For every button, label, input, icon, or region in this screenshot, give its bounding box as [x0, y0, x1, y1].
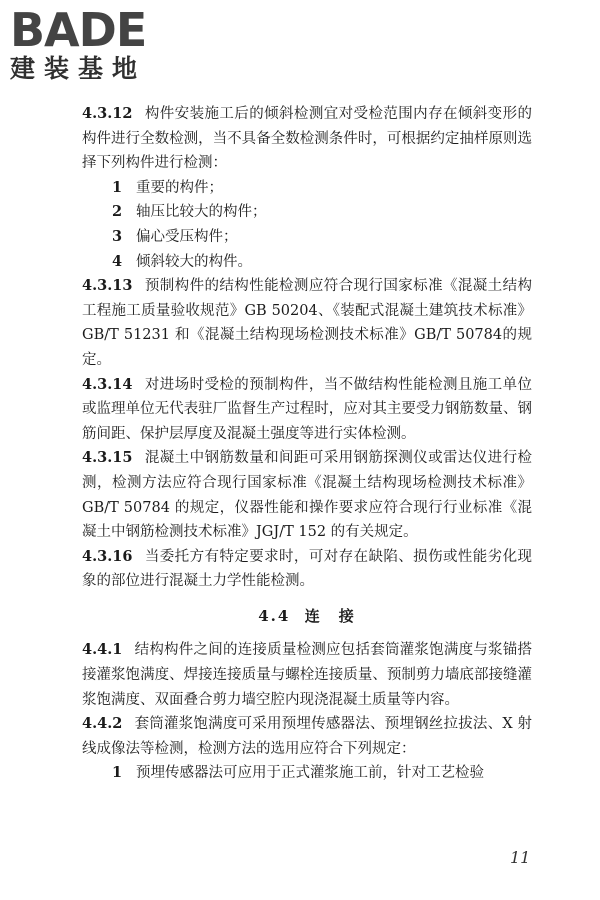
clause-text: 结构构件之间的连接质量检测应包括套筒灌浆饱满度与浆锚搭接灌浆饱满度、焊接连接质量与螺栓连接质量、预制剪力墙底部接缝灌浆饱满度、双面叠合剪力墙空腔内现浇混凝土质量等内容。 — [82, 642, 532, 708]
list-item — [82, 250, 532, 275]
clause-number: 4.4.2 — [82, 715, 123, 733]
item-number: 1 — [112, 178, 123, 196]
list-item — [82, 176, 532, 201]
item-number: 3 — [112, 227, 123, 245]
logo-wordmark: BADE — [10, 3, 147, 57]
clause-4-3-16 — [82, 545, 532, 594]
clause-number: 4.3.13 — [82, 277, 133, 295]
clause-text: 对进场时受检的预制构件，当不做结构性能检测且施工单位或监理单位无代表驻厂监督生产过程时，应对其主要受力钢筋数量、钢筋间距、保护层厚度及混凝土强度等进行实体检测。 — [82, 376, 532, 442]
clause-text: 套筒灌浆饱满度可采用预埋传感器法、预埋钢丝拉拔法、X 射线成像法等检测，检测方法的选用应符合下列规定： — [82, 716, 532, 757]
document-body — [82, 102, 532, 786]
section-heading — [82, 604, 532, 629]
clause-number: 4.4.1 — [82, 641, 123, 659]
clause-number: 4.3.16 — [82, 547, 133, 565]
clause-number: 4.3.14 — [82, 375, 133, 393]
item-text: 偏心受压构件； — [136, 228, 238, 245]
clause-4-4-1 — [82, 638, 532, 712]
clause-text: 构件安装施工后的倾斜检测宜对受检范围内存在倾斜变形的构件进行全数检测，当不具备全数检测条件时，可根据约定抽样原则选择下列构件进行检测： — [82, 106, 532, 172]
section-title: 连 接 — [304, 606, 356, 625]
list-item — [82, 225, 532, 250]
item-text: 预埋传感器法可应用于正式灌浆施工前，针对工艺检验 — [136, 765, 484, 782]
clause-4-3-13 — [82, 274, 532, 372]
clause-text: 预制构件的结构性能检测应符合现行国家标准《混凝土结构工程施工质量验收规范》GB 50204、《装配式混凝土建筑技术标准》GB/T 51231 和《混凝土结构现场检测技术标准》GB/T 50784的规定。 — [82, 278, 532, 368]
item-text: 重要的构件； — [136, 179, 223, 196]
list-item — [82, 761, 532, 786]
section-number: 4.4 — [258, 606, 291, 625]
item-text: 轴压比较大的构件； — [136, 204, 267, 221]
item-text: 倾斜较大的构件。 — [136, 253, 252, 270]
clause-4-3-15 — [82, 446, 532, 544]
clause-4-4-2 — [82, 712, 532, 761]
page-number: 11 — [510, 848, 531, 867]
item-number: 1 — [112, 764, 123, 782]
clause-text: 混凝土中钢筋数量和间距可采用钢筋探测仪或雷达仪进行检测，检测方法应符合现行国家标准《混凝土结构现场检测技术标准》GB/T 50784 的规定，仪器性能和操作要求应符合现行行业标准《混凝土中钢筋检测技术标准》JGJ/T 152 的有关规定。 — [82, 450, 532, 541]
clause-4-3-14 — [82, 373, 532, 447]
logo-subtitle: 建装基地 — [10, 54, 147, 83]
list-item — [82, 200, 532, 225]
bade-logo — [10, 4, 146, 84]
clause-4-3-12 — [82, 102, 532, 176]
clause-text: 当委托方有特定要求时，可对存在缺陷、损伤或性能劣化现象的部位进行混凝土力学性能检测。 — [82, 548, 532, 590]
item-number: 4 — [112, 252, 123, 270]
item-number: 2 — [112, 203, 123, 221]
clause-number: 4.3.12 — [82, 105, 133, 122]
clause-number: 4.3.15 — [82, 449, 133, 467]
